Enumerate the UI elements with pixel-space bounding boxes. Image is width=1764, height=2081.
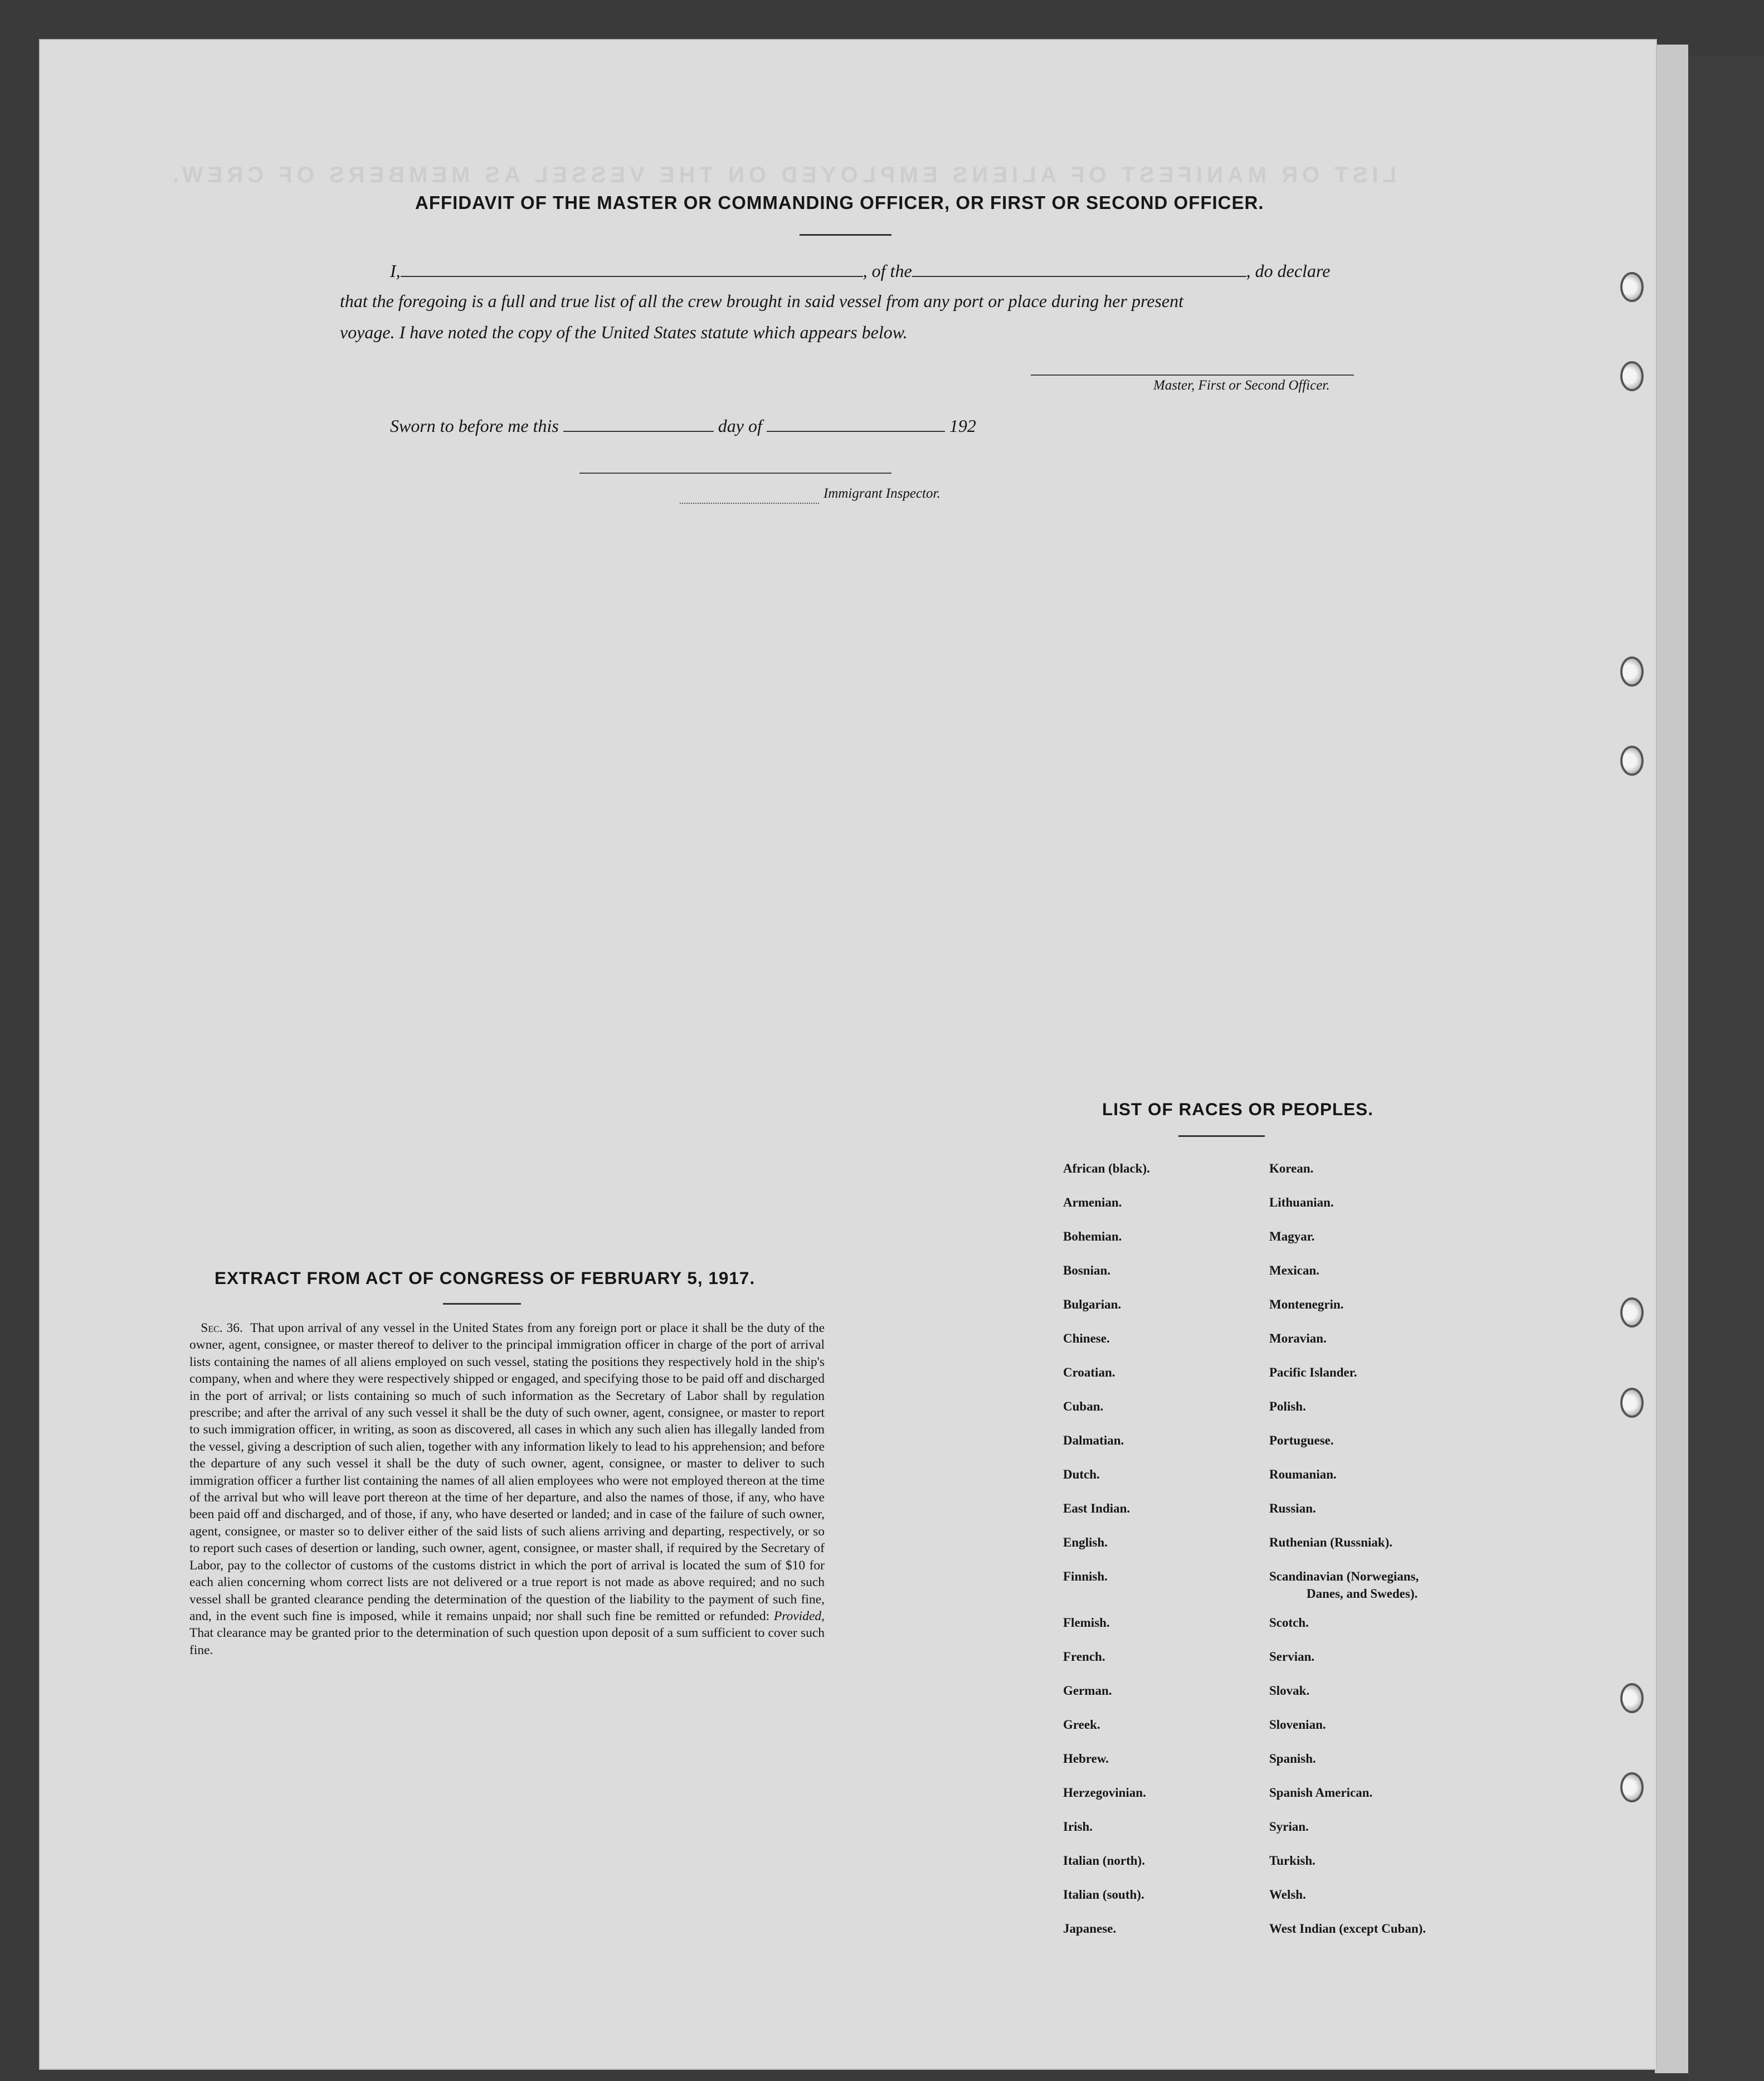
race-item: Syrian.: [1269, 1820, 1309, 1834]
race-item: Polish.: [1269, 1399, 1306, 1413]
race-item: Bulgarian.: [1063, 1297, 1122, 1311]
race-item: Scandinavian (Norwegians,: [1269, 1569, 1419, 1583]
binder-hole: [1620, 1388, 1644, 1418]
race-item: Italian (north).: [1063, 1854, 1145, 1868]
binder-hole: [1620, 1772, 1644, 1802]
do-declare-label: , do declare: [1246, 261, 1331, 281]
binder-hole: [1620, 1297, 1644, 1328]
affidavit-line-3: voyage. I have noted the copy of the United States statute which appears below.: [340, 322, 908, 342]
sworn-label: Sworn to before me this: [390, 416, 559, 436]
race-item: Korean.: [1269, 1161, 1314, 1175]
race-item: Roumanian.: [1269, 1467, 1337, 1481]
race-item: Pacific Islander.: [1269, 1365, 1357, 1379]
race-item: African (black).: [1063, 1161, 1150, 1175]
race-item: Ruthenian (Russniak).: [1269, 1535, 1393, 1549]
day-of-label: day of: [718, 416, 762, 436]
inspector-dotted-line: [680, 502, 819, 504]
races-title: LIST OF RACES OR PEOPLES.: [1102, 1099, 1374, 1119]
background-edge: [1688, 56, 1764, 2081]
races-title-rule: [1178, 1135, 1265, 1137]
race-item: English.: [1063, 1535, 1108, 1549]
declarant-prefix: I,: [390, 261, 401, 281]
of-the-label: , of the: [862, 261, 912, 281]
race-item: Montenegrin.: [1269, 1297, 1344, 1311]
affidavit-line-1: [390, 261, 1330, 281]
provided-label: Provided,: [773, 1608, 825, 1623]
race-item: Bohemian.: [1063, 1229, 1122, 1243]
race-item: Irish.: [1063, 1820, 1093, 1834]
race-item: Portuguese.: [1269, 1433, 1334, 1447]
race-item: East Indian.: [1063, 1501, 1130, 1515]
statute-text: [189, 1320, 825, 1659]
race-item: German.: [1063, 1684, 1112, 1698]
race-item: Welsh.: [1269, 1888, 1306, 1902]
race-item: Servian.: [1269, 1650, 1315, 1664]
race-item: Armenian.: [1063, 1195, 1122, 1209]
document-page: [39, 39, 1657, 2070]
affidavit-title-rule: [800, 234, 891, 236]
race-item: West Indian (except Cuban).: [1269, 1922, 1426, 1936]
race-item: Greek.: [1063, 1718, 1100, 1732]
sworn-day-field[interactable]: [563, 417, 714, 432]
sworn-month-field[interactable]: [767, 417, 945, 432]
binder-hole: [1620, 272, 1644, 302]
binder-hole: [1620, 361, 1644, 391]
race-item-continuation: Danes, and Swedes).: [1307, 1587, 1418, 1601]
extract-title: EXTRACT FROM ACT OF CONGRESS OF FEBRUARY 5, 1917.: [215, 1268, 756, 1288]
race-item: Spanish American.: [1269, 1786, 1373, 1800]
page-edge: [1655, 45, 1688, 2073]
section-body: That upon arrival of any vessel in the United States from any foreign port or place it shall be the duty of the owner, agent, consignee, or master thereof to deliver to the principal immigration officer in charge of the port of arrival lists containing the names of all aliens employed on such vessel, stating the positions they respectively hold in the ship's company, when and where they were respectively shipped or engaged, and specifying those to be paid off and discharged in the port of arrival; or lists containing so much of such information as the Secretary of Labor shall by regulation prescribe; and after the arrival of any such vessel it shall be the duty of such owner, agent, consignee, or master to report to such immigration officer, in writing, as soon as discovered, all cases in which any such alien has illegally landed from the vessel, giving a description of such alien, together with any information likely to lead to his apprehension; and before the departure of any such vessel it shall be the duty of such owner, agent, consignee, or master to deliver to such immigration officer a further list containing the names of all alien employees who were not employed thereon at the time of the arrival but who will leave port thereon at the time of her departure, and also the names of those, if any, who have been paid off and discharged, and of those, if any, who have deserted or landed; and in case of the failure of such owner, agent, consignee, or master so to deliver either of the said lists of such aliens arriving and departing, respectively, or so to report such cases of desertion or landing, such owner, agent, consignee, or master shall, if required by the Secretary of Labor, pay to the collector of customs of the customs district in which the port of arrival is located the sum of $10 for each alien concerning whom correct lists are not delivered or a true report is not made as above required; and no such vessel shall be granted clearance pending the determination of the question of the liability to the payment of such fine, and, in the event such fine is imposed, while it remains unpaid; nor shall such fine be remitted or refunded:: [189, 1321, 825, 1623]
race-item: Cuban.: [1063, 1399, 1104, 1413]
race-item: Slovenian.: [1269, 1718, 1326, 1732]
bleedthrough-heading: LIST OR MANIFEST OF ALIENS EMPLOYED ON THE VESSEL AS MEMBERS OF CREW.: [168, 163, 1396, 187]
binder-hole: [1620, 746, 1644, 776]
race-item: Lithuanian.: [1269, 1195, 1334, 1209]
race-item: Turkish.: [1269, 1854, 1315, 1868]
affidavit-line-2: that the foregoing is a full and true list of all the crew brought in said vessel from any port or place during her present: [340, 291, 1183, 311]
race-item: Italian (south).: [1063, 1888, 1144, 1902]
vessel-name-field[interactable]: [912, 262, 1246, 277]
race-item: Finnish.: [1063, 1569, 1108, 1583]
race-item: Hebrew.: [1063, 1752, 1109, 1766]
affidavit-title: AFFIDAVIT OF THE MASTER OR COMMANDING OFFICER, OR FIRST OR SECOND OFFICER.: [415, 192, 1264, 213]
declarant-name-field[interactable]: [401, 262, 863, 277]
race-item: Dalmatian.: [1063, 1433, 1124, 1447]
race-item: Croatian.: [1063, 1365, 1115, 1379]
sworn-line: [390, 416, 976, 436]
race-item: Magyar.: [1269, 1229, 1315, 1243]
inspector-label: Immigrant Inspector.: [823, 486, 941, 501]
race-item: Scotch.: [1269, 1616, 1309, 1630]
inspector-signature-line[interactable]: [579, 473, 891, 474]
binder-hole: [1620, 657, 1644, 687]
race-item: Spanish.: [1269, 1752, 1316, 1766]
race-item: Russian.: [1269, 1501, 1316, 1515]
race-item: Slovak.: [1269, 1684, 1310, 1698]
race-item: Dutch.: [1063, 1467, 1100, 1481]
master-signature-line[interactable]: [1031, 375, 1354, 376]
race-item: Moravian.: [1269, 1331, 1327, 1345]
race-item: Herzegovinian.: [1063, 1786, 1146, 1800]
section-label: Sec. 36.: [201, 1321, 243, 1335]
race-item: Bosnian.: [1063, 1263, 1111, 1277]
master-signature-label: Master, First or Second Officer.: [1153, 378, 1330, 393]
race-item: Japanese.: [1063, 1922, 1117, 1936]
binder-hole: [1620, 1683, 1644, 1713]
provided-body: That clearance may be granted prior to the determination of such question upon deposit of a sum sufficient to cover such fine.: [189, 1626, 825, 1657]
race-item: Chinese.: [1063, 1331, 1110, 1345]
race-item: Mexican.: [1269, 1263, 1320, 1277]
race-item: Flemish.: [1063, 1616, 1110, 1630]
extract-title-rule: [443, 1303, 521, 1305]
race-item: French.: [1063, 1650, 1105, 1664]
year-label: 192: [949, 416, 976, 436]
